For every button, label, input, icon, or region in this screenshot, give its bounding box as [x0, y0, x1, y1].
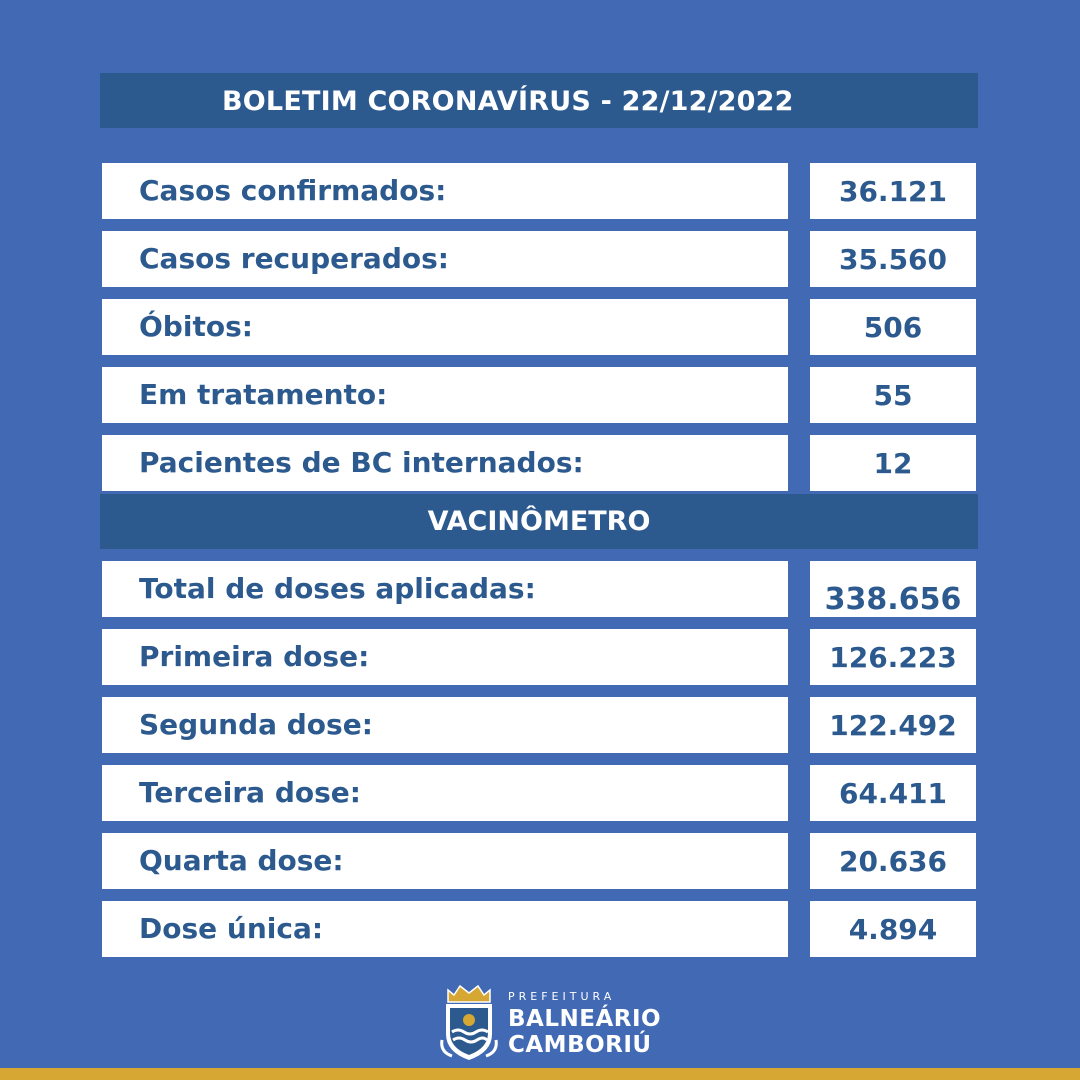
stat-value: 12 — [873, 447, 913, 480]
header-bar — [100, 73, 978, 128]
stat-label: Segunda dose: — [139, 708, 373, 741]
stat-value: 55 — [873, 379, 913, 412]
stat-row-obitos — [100, 299, 978, 357]
stat-label: Total de doses aplicadas: — [139, 572, 536, 605]
stat-value-cell — [810, 765, 976, 821]
stat-label-cell — [102, 163, 788, 219]
stat-value-cell — [810, 299, 976, 355]
vaccine-row-segunda-dose — [100, 697, 978, 755]
section-title: VACINÔMETRO — [427, 506, 651, 537]
stat-value: 20.636 — [838, 845, 948, 878]
stat-value: 35.560 — [838, 243, 948, 276]
vaccine-row-dose-unica — [100, 901, 978, 959]
stat-value-cell — [810, 629, 976, 685]
stat-value-cell — [810, 561, 976, 617]
city-crest-icon — [440, 982, 498, 1062]
stat-label-cell — [102, 765, 788, 821]
stat-label-cell — [102, 299, 788, 355]
stat-value-cell — [810, 435, 976, 491]
vaccine-row-total — [100, 561, 978, 619]
stat-row-em-tratamento — [100, 367, 978, 425]
stat-value-cell — [810, 833, 976, 889]
stat-value-cell — [810, 163, 976, 219]
stat-value: 36.121 — [838, 175, 948, 208]
stat-value: 506 — [863, 311, 923, 344]
stat-label-cell — [102, 367, 788, 423]
stat-label: Casos recuperados: — [139, 242, 449, 275]
logo-city-name-line1: BALNEÁRIO — [508, 1006, 662, 1032]
stat-label: Terceira dose: — [139, 776, 361, 809]
stat-label-cell — [102, 561, 788, 617]
stat-label: Em tratamento: — [139, 378, 388, 411]
stat-value: 4.894 — [848, 913, 938, 946]
stat-row-internados — [100, 435, 978, 493]
vaccine-row-primeira-dose — [100, 629, 978, 687]
stat-label: Casos confirmados: — [139, 174, 447, 207]
stat-label: Primeira dose: — [139, 640, 370, 673]
stat-row-casos-recuperados — [100, 231, 978, 289]
stat-label: Quarta dose: — [139, 844, 344, 877]
section-header-vacinometro — [100, 494, 978, 549]
stat-label-cell — [102, 833, 788, 889]
vaccine-row-terceira-dose — [100, 765, 978, 823]
stat-label: Pacientes de BC internados: — [139, 446, 584, 479]
stat-value: 338.656 — [824, 582, 962, 617]
logo-city-name-line2: CAMBORIÚ — [508, 1032, 652, 1058]
stat-label: Dose única: — [139, 912, 324, 945]
stat-value: 126.223 — [829, 641, 957, 674]
stat-label-cell — [102, 697, 788, 753]
stat-label-cell — [102, 901, 788, 957]
stat-label: Óbitos: — [139, 310, 253, 343]
stat-value-cell — [810, 697, 976, 753]
stat-value-cell — [810, 367, 976, 423]
stat-value: 64.411 — [838, 777, 948, 810]
stat-value-cell — [810, 901, 976, 957]
stat-label-cell — [102, 435, 788, 491]
stat-row-casos-confirmados — [100, 163, 978, 221]
stat-value: 122.492 — [829, 709, 957, 742]
logo-prefeitura-text: PREFEITURA — [508, 990, 616, 1003]
prefeitura-logo — [440, 980, 660, 1065]
bottom-accent-stripe — [0, 1068, 1080, 1080]
page-title: BOLETIM CORONAVÍRUS - 22/12/2022 — [222, 86, 794, 117]
vaccine-row-quarta-dose — [100, 833, 978, 891]
stat-value-cell — [810, 231, 976, 287]
stat-label-cell — [102, 629, 788, 685]
stat-label-cell — [102, 231, 788, 287]
